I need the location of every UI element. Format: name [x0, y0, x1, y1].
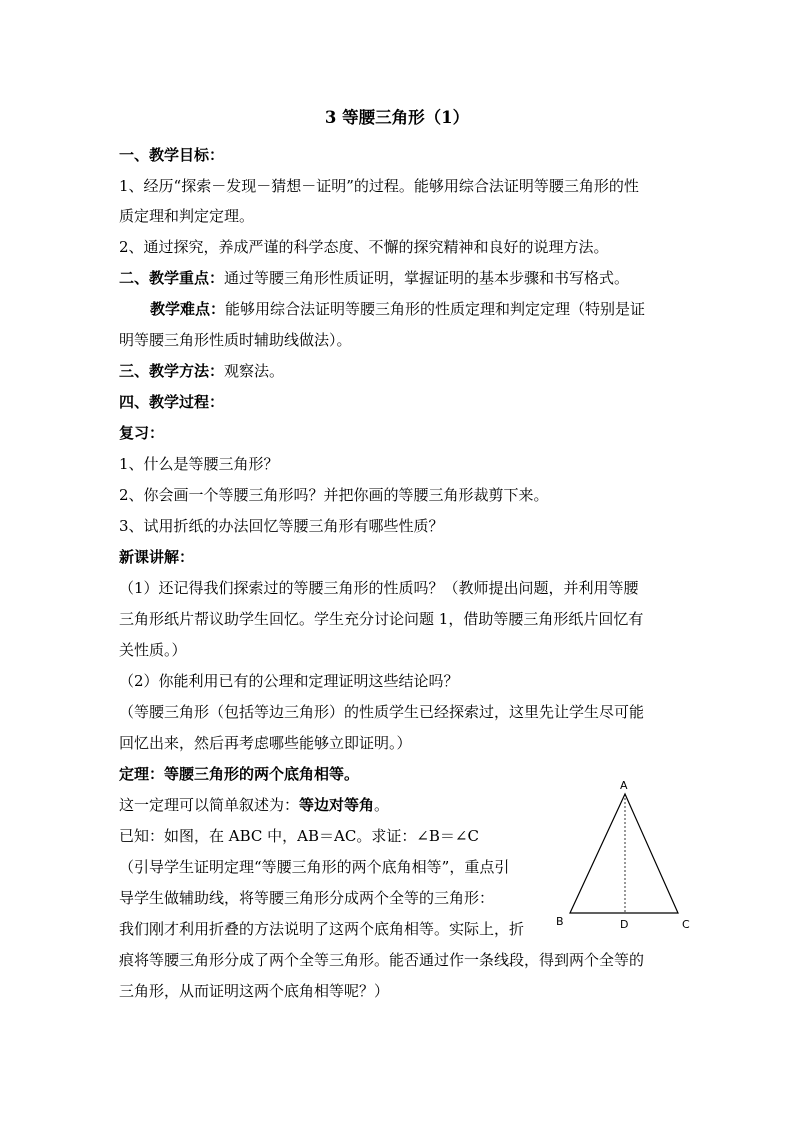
keypoint-label: 二、教学重点： [119, 269, 225, 287]
new-item-3-line-b: 回忆出来，然后再考虑哪些能够立即证明。） [119, 734, 412, 752]
method-text: 观察法。 [224, 362, 285, 380]
theorem: 定理：等腰三角形的两个底角相等。 [119, 765, 360, 783]
brief-suffix: 。 [374, 796, 390, 814]
label-b: B [556, 915, 564, 928]
new-item-3-line-a: （等腰三角形（包括等边三角形）的性质学生已经探索过，这里先让学生尽可能 [119, 703, 645, 721]
guide-line-e: 三角形，从而证明这两个底角相等呢？） [119, 982, 390, 1000]
difficulty-label: 教学难点： [150, 300, 226, 318]
keypoint-paragraph [119, 268, 629, 288]
label-a: A [620, 779, 628, 792]
new-item-1-line-c: 关性质。） [119, 641, 187, 659]
method-label: 三、教学方法： [119, 362, 225, 380]
brief-prefix: 这一定理可以简单叙述为： [119, 796, 300, 814]
isosceles-triangle-figure [550, 778, 700, 934]
guide-line-d: 痕将等腰三角形分成了两个全等三角形。能否通过作一条线段，得到两个全等的 [119, 951, 645, 969]
review-item-1: 1、什么是等腰三角形？ [119, 455, 279, 473]
guide-line-b: 导学生做辅助线，将等腰三角形分成两个全等的三角形： [119, 889, 495, 907]
method-paragraph [119, 361, 284, 381]
difficulty-text-b: 明等腰三角形性质时辅助线做法）。 [119, 331, 352, 349]
known-statement: 已知：如图，在 ABC 中，AB＝AC。求证：∠B＝∠C [119, 827, 479, 845]
guide-line-a: （引导学生证明定理“等腰三角形的两个底角相等”，重点引 [119, 858, 510, 876]
page-title: 3 等腰三角形（1） [324, 108, 470, 127]
guide-line-c: 我们刚才利用折叠的方法说明了这两个底角相等。实际上，折 [119, 920, 525, 938]
process-heading: 四、教学过程： [119, 393, 225, 411]
difficulty-paragraph [150, 299, 645, 319]
objective-1-line-b: 质定理和判定定理。 [119, 207, 255, 225]
review-item-2: 2、你会画一个等腰三角形吗？并把你画的等腰三角形裁剪下来。 [119, 486, 549, 504]
difficulty-text-a: 能够用综合法证明等腰三角形的性质定理和判定定理（特别是证 [225, 300, 646, 318]
keypoint-text: 通过等腰三角形性质证明，掌握证明的基本步骤和书写格式。 [224, 269, 630, 287]
new-item-1-line-b: 三角形纸片帮议助学生回忆。学生充分讨论问题 1，借助等腰三角形纸片回忆有 [119, 610, 644, 628]
label-d: D [620, 918, 629, 931]
review-heading: 复习： [119, 424, 165, 442]
new-item-2: （2）你能利用已有的公理和定理证明这些结论吗？ [119, 672, 459, 690]
brief-bold: 等边对等角 [299, 796, 375, 814]
objective-2: 2、通过探究，养成严谨的科学态度、不懈的探究精神和良好的说理方法。 [119, 238, 609, 256]
objectives-heading: 一、教学目标： [119, 146, 225, 164]
objective-1-line-a: 1、经历“探索－发现－猜想－证明”的过程。能够用综合法证明等腰三角形的性 [119, 177, 639, 195]
review-item-3: 3、试用折纸的办法回忆等腰三角形有哪些性质？ [119, 517, 444, 535]
theorem-brief [119, 795, 389, 815]
new-item-1-line-a: （1）还记得我们探索过的等腰三角形的性质吗？（教师提出问题，并利用等腰 [119, 579, 639, 597]
label-c: C [682, 918, 690, 931]
new-lesson-heading: 新课讲解： [119, 548, 195, 566]
triangle-abc [570, 794, 678, 913]
